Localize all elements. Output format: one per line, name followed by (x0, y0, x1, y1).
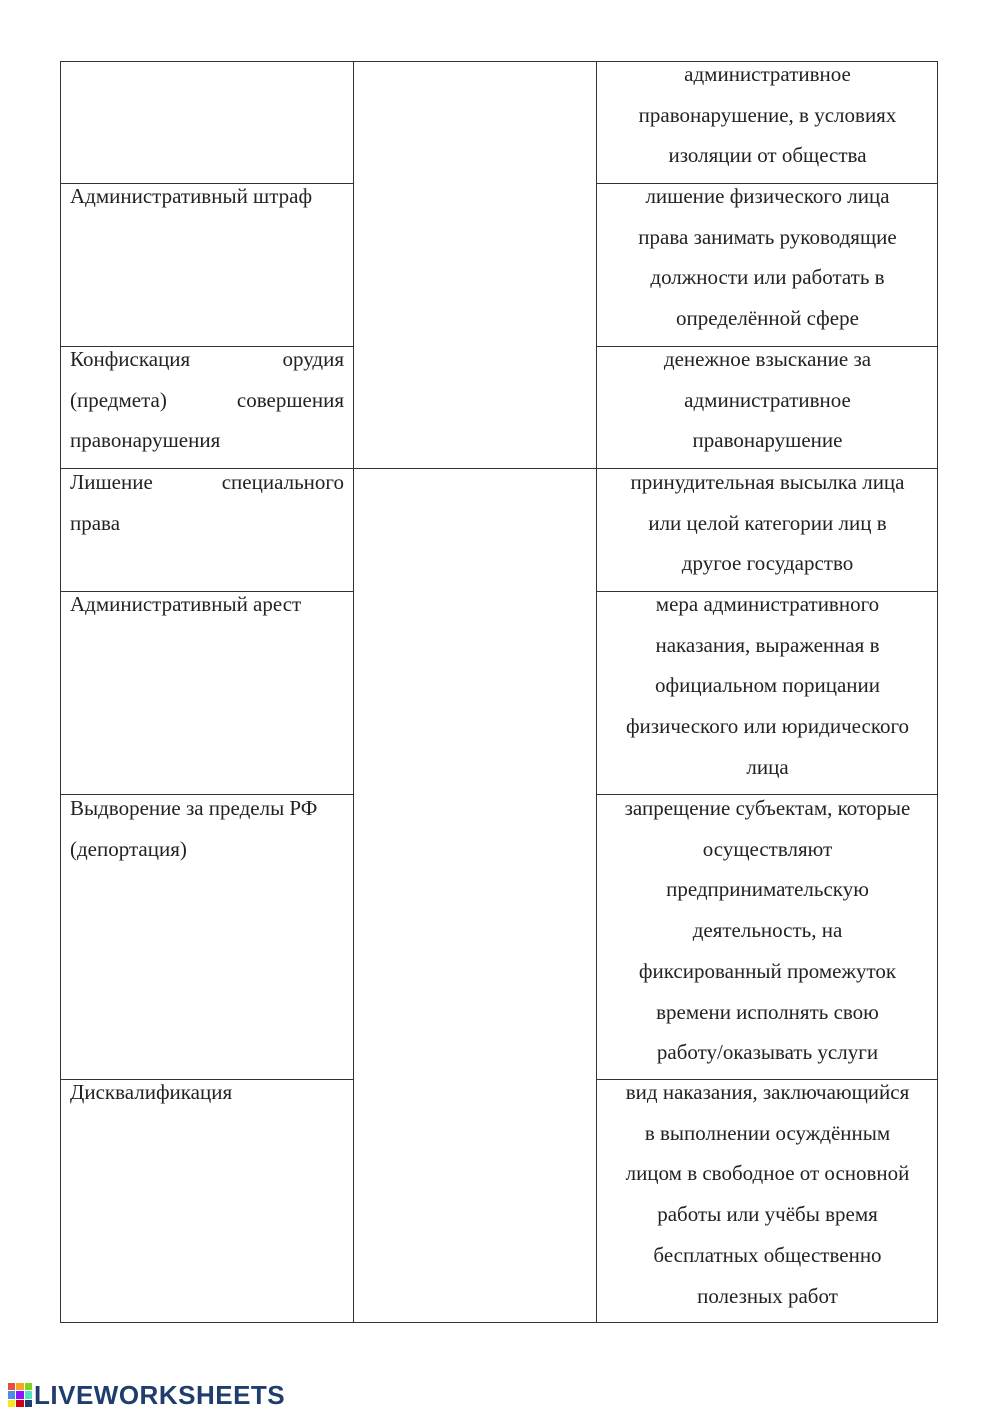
definition-text: административное (684, 387, 851, 412)
definition-text: бесплатных общественно (653, 1242, 882, 1267)
term-text: Административный арест (70, 592, 302, 616)
definition-text: вид наказания, заключающийся (625, 1080, 910, 1104)
term-text: Дисквалификация (70, 1080, 233, 1104)
answer-drop-zone[interactable] (354, 469, 596, 1322)
definition-text: работу/оказывать услуги (656, 1040, 879, 1065)
term-text: правонарушения (70, 428, 221, 453)
term-text: Лишение специального (70, 470, 344, 494)
definition-text: денежное взыскание за (663, 347, 872, 371)
definition-text: физического или юридического (625, 714, 910, 739)
brand-name: LIVEWORKSHEETS (34, 1379, 286, 1410)
definition-text: деятельность, на (692, 918, 843, 943)
left-cell-3 (61, 462, 353, 543)
definition-text: работы или учёбы время (657, 1202, 878, 1227)
right-cell-5 (597, 788, 938, 1073)
left-cell-1 (61, 176, 353, 217)
definition-text: правонарушение (692, 428, 843, 453)
definition-text: принудительная высылка лица (630, 470, 905, 494)
right-cell-1 (597, 176, 938, 339)
definition-text: лишение физического лица (645, 184, 890, 208)
definition-text: осуществляют (702, 836, 833, 861)
definition-text: правонарушение, в условиях (638, 102, 897, 127)
definition-text: запрещение субъектам, которые (624, 796, 911, 820)
term-text: (предмета) совершения (70, 387, 344, 412)
definition-text: лицом в свободное от основной (625, 1161, 910, 1186)
definition-text: административное (684, 62, 851, 86)
definition-text: другое государство (681, 551, 854, 576)
definition-text: в выполнении осуждённым (644, 1120, 891, 1145)
definition-text: полезных работ (697, 1283, 838, 1308)
liveworksheets-logo[interactable] (8, 1378, 285, 1412)
right-cell-4 (597, 584, 938, 788)
right-cell-6 (597, 1072, 938, 1316)
definition-text: права занимать руководящие (638, 224, 897, 249)
right-cell-2 (597, 339, 938, 461)
definition-text: определённой сфере (676, 306, 859, 331)
definition-text: официальном порицании (654, 673, 880, 698)
definition-text: мера административного (655, 592, 880, 616)
answer-drop-zone[interactable] (354, 62, 596, 468)
term-text: (депортация) (70, 836, 187, 861)
definition-text: предпринимательскую (666, 877, 869, 902)
term-text: права (70, 510, 121, 535)
term-text: Административный штраф (70, 184, 313, 208)
definition-text: времени исполнять свою (656, 999, 879, 1024)
definition-text: наказания, выраженная в (655, 632, 880, 657)
term-text: Конфискация орудия (70, 347, 344, 371)
left-cell-5 (61, 788, 353, 869)
left-cell-6 (61, 1072, 353, 1113)
liveworksheets-logo-icon (8, 1383, 32, 1407)
right-cell-0 (597, 54, 938, 176)
term-text: Выдворение за пределы РФ (70, 796, 318, 820)
definition-text: изоляции от общества (668, 143, 867, 168)
definition-text: или целой категории лиц в (648, 510, 887, 535)
definition-text: лица (746, 754, 789, 779)
left-cell-4 (61, 584, 353, 625)
definition-text: фиксированный промежуток (638, 958, 897, 983)
definition-text: должности или работать в (650, 265, 885, 290)
left-cell-2 (61, 339, 353, 461)
right-cell-3 (597, 462, 938, 584)
